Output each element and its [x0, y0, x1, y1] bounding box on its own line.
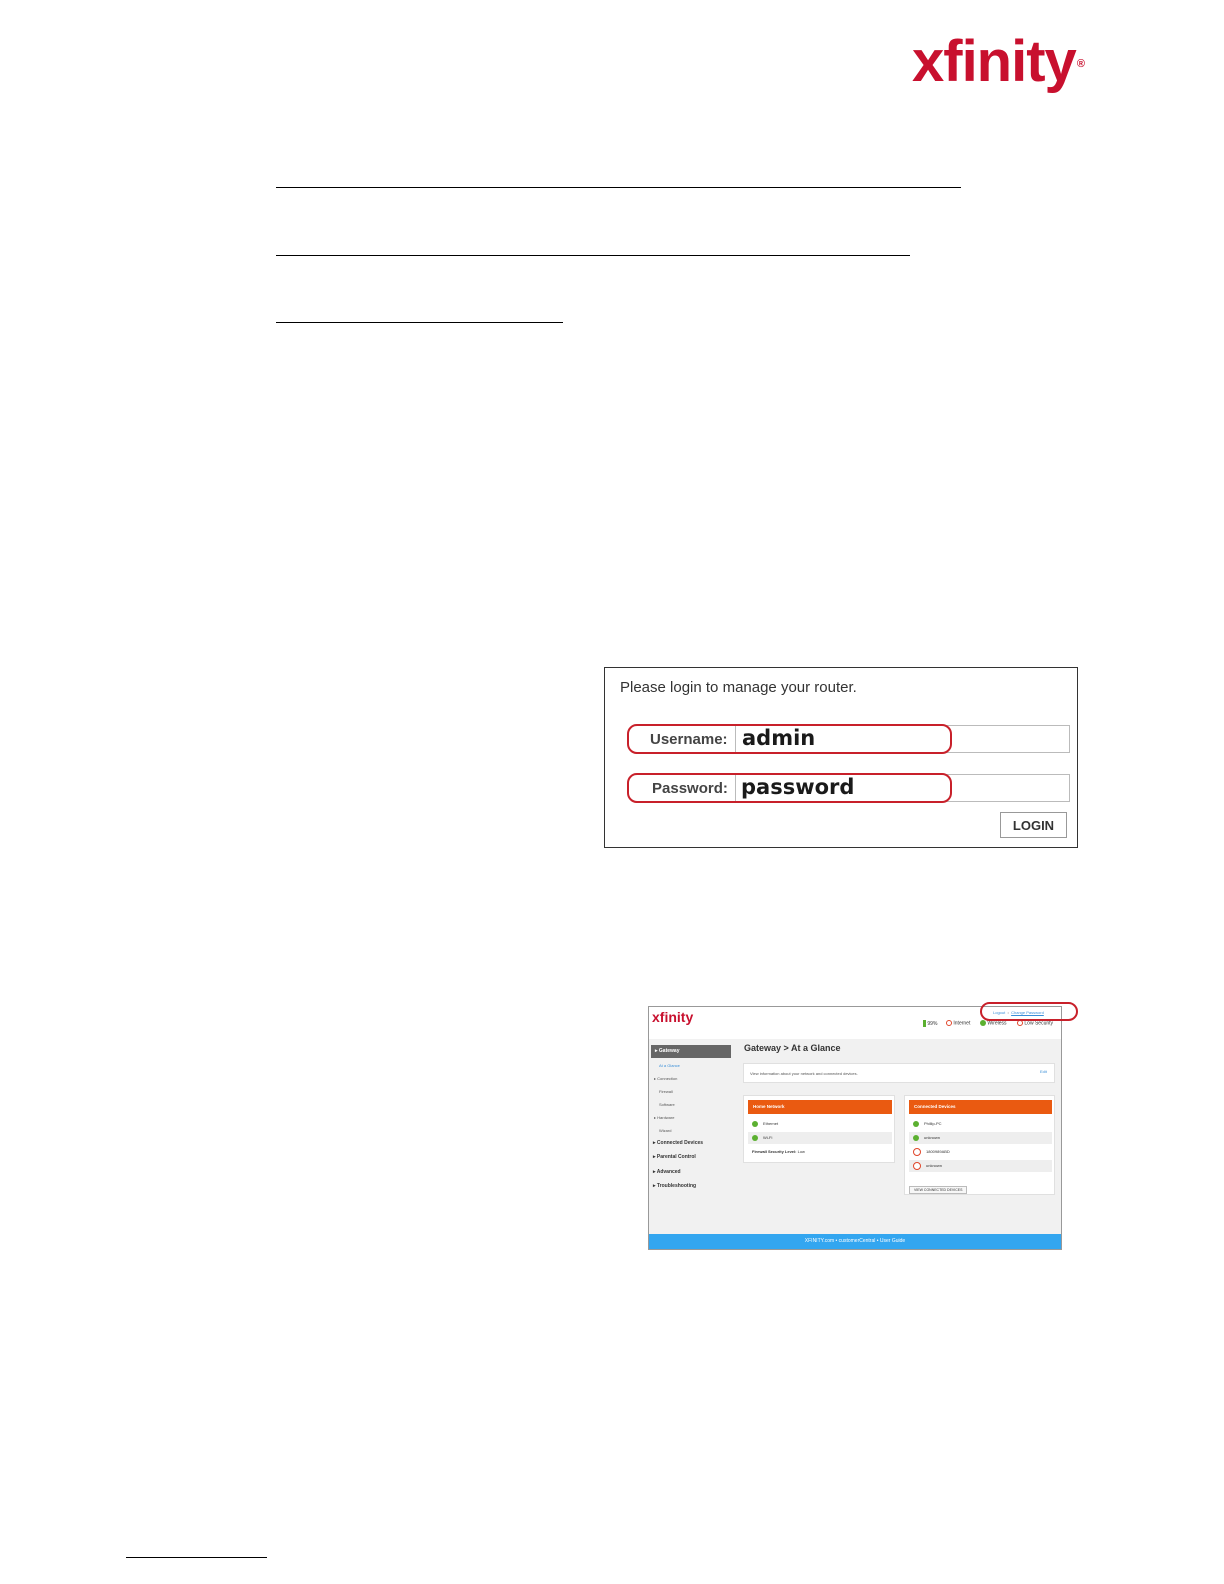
nav-hardware[interactable]: ▸ Hardware [654, 1115, 675, 1120]
view-connected-devices-button[interactable]: VIEW CONNECTED DEVICES [909, 1186, 967, 1194]
username-row [625, 725, 1068, 753]
status-wireless: Wireless [980, 1020, 1007, 1026]
change-password-link[interactable]: Change Password [1011, 1010, 1044, 1015]
gateway-page-title: Gateway > At a Glance [744, 1043, 841, 1053]
home-network-row-wifi: Wi-Fi [748, 1132, 892, 1144]
footnote-separator [126, 1557, 267, 1558]
connected-devices-title: Connected Devices [909, 1100, 1052, 1114]
warning-icon [913, 1162, 921, 1170]
check-icon [913, 1121, 919, 1127]
blank-line-2 [276, 255, 910, 256]
logout-change-password-highlight [980, 1002, 1078, 1021]
status-security: Low Security [1017, 1020, 1053, 1026]
home-network-card [743, 1095, 895, 1163]
gateway-top-links: Logout • Change Password [993, 1010, 1044, 1015]
device-row[interactable]: unknown [909, 1132, 1052, 1144]
gateway-screenshot [648, 1006, 1062, 1250]
device-row[interactable]: unknown [909, 1160, 1052, 1172]
nav-advanced[interactable]: ▸ Advanced [653, 1169, 681, 1175]
gateway-logo: xfinity [652, 1009, 694, 1025]
username-label: Username: [650, 731, 728, 748]
blank-line-1 [276, 187, 961, 188]
nav-wizard[interactable]: Wizard [659, 1128, 672, 1133]
nav-parental-control[interactable]: ▸ Parental Control [653, 1154, 696, 1160]
check-icon [980, 1020, 986, 1026]
warning-icon [913, 1148, 921, 1156]
logout-link[interactable]: Logout [993, 1010, 1006, 1015]
nav-connected-devices[interactable]: ▸ Connected Devices [653, 1140, 704, 1146]
nav-gateway[interactable]: ▸ Gateway [651, 1045, 731, 1058]
username-highlight [627, 724, 952, 754]
status-internet: Internet [946, 1020, 970, 1026]
gateway-footer: XFINITY.com • customerCentral • User Guide [649, 1234, 1061, 1249]
home-network-title: Home Network [748, 1100, 892, 1114]
nav-troubleshooting[interactable]: ▸ Troubleshooting [653, 1183, 697, 1189]
check-icon [752, 1135, 758, 1141]
nav-software[interactable]: Software [659, 1102, 675, 1107]
login-button[interactable]: LOGIN [1000, 812, 1067, 838]
nav-firewall[interactable]: Firewall [659, 1089, 673, 1094]
username-value: admin [742, 726, 816, 750]
home-network-row-ethernet: Ethernet [748, 1118, 892, 1130]
connected-devices-card [904, 1095, 1055, 1195]
gateway-info-text: View information about your network and connected devices. [750, 1071, 858, 1076]
gateway-info-box [743, 1063, 1055, 1083]
device-row[interactable]: Phillip-PC [909, 1118, 1052, 1130]
device-row[interactable]: 1800989ABD [909, 1146, 1052, 1158]
blank-line-3 [276, 322, 563, 323]
password-highlight [627, 773, 952, 803]
firewall-level-row: Firewall Security Level: Low [752, 1149, 805, 1154]
login-prompt: Please login to manage your router. [620, 679, 857, 696]
status-battery: 99% [923, 1020, 937, 1027]
password-label: Password: [652, 780, 728, 797]
check-icon [752, 1121, 758, 1127]
nav-connection[interactable]: ▸ Connection [654, 1076, 678, 1081]
password-row [625, 774, 1068, 802]
login-screenshot [604, 667, 1078, 848]
password-value: password [741, 775, 855, 799]
xfinity-logo: xfinity® [912, 29, 1084, 94]
gateway-info-link[interactable]: Edit [1040, 1069, 1047, 1074]
nav-at-a-glance[interactable]: At a Glance [659, 1063, 680, 1068]
warning-icon [946, 1020, 952, 1026]
gateway-sidebar [649, 1043, 731, 1203]
check-icon [913, 1135, 919, 1141]
